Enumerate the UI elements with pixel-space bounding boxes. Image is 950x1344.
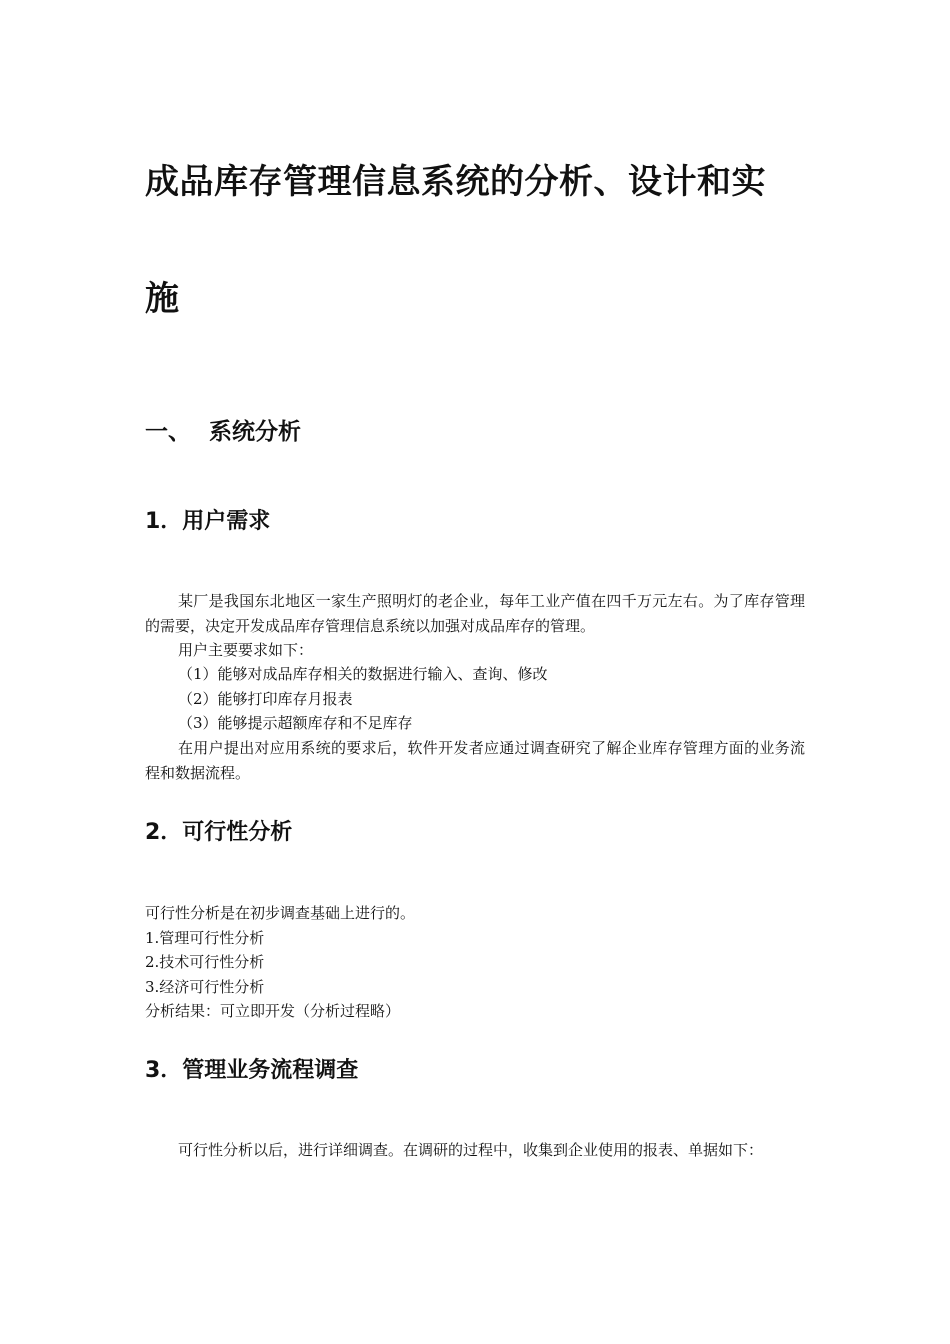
subsection-heading-feasibility: 2．可行性分析 bbox=[145, 820, 293, 845]
subsection-heading-user-requirements: 1．用户需求 bbox=[145, 509, 271, 534]
document-title-line-1: 成品库存管理信息系统的分析、设计和实 bbox=[145, 162, 766, 202]
document-title-line-2: 施 bbox=[145, 279, 180, 319]
paragraph-company-background: 某厂是我国东北地区一家生产照明灯的老企业，每年工业产值在四千万元左右。为了库存管理的需要，决定开发成品库存管理信息系统以加强对成品库存的管理。 bbox=[145, 592, 805, 635]
requirements-intro: 用户主要要求如下： bbox=[178, 641, 314, 659]
requirement-item-2: （2）能够打印库存月报表 bbox=[178, 690, 353, 708]
section-heading-system-analysis bbox=[145, 417, 301, 447]
section-number: 一、 bbox=[145, 419, 191, 445]
feasibility-line-1: 可行性分析是在初步调查基础上进行的。 bbox=[145, 904, 416, 922]
feasibility-line-3: 2.技术可行性分析 bbox=[145, 953, 265, 971]
section-heading-text: 系统分析 bbox=[209, 419, 301, 445]
feasibility-line-4: 3.经济可行性分析 bbox=[145, 978, 265, 996]
paragraph-after-requirements: 在用户提出对应用系统的要求后，软件开发者应通过调查研究了解企业库存管理方面的业务流程和数据流程。 bbox=[145, 739, 805, 782]
requirement-item-1: （1）能够对成品库存相关的数据进行输入、查询、修改 bbox=[178, 665, 548, 683]
subsection-heading-business-process: 3．管理业务流程调查 bbox=[145, 1058, 359, 1083]
feasibility-line-2: 1.管理可行性分析 bbox=[145, 929, 265, 947]
paragraph-detailed-investigation: 可行性分析以后，进行详细调查。在调研的过程中，收集到企业使用的报表、单据如下： bbox=[178, 1141, 764, 1159]
requirement-item-3: （3）能够提示超额库存和不足库存 bbox=[178, 714, 413, 732]
feasibility-result: 分析结果：可立即开发（分析过程略） bbox=[145, 1002, 401, 1020]
